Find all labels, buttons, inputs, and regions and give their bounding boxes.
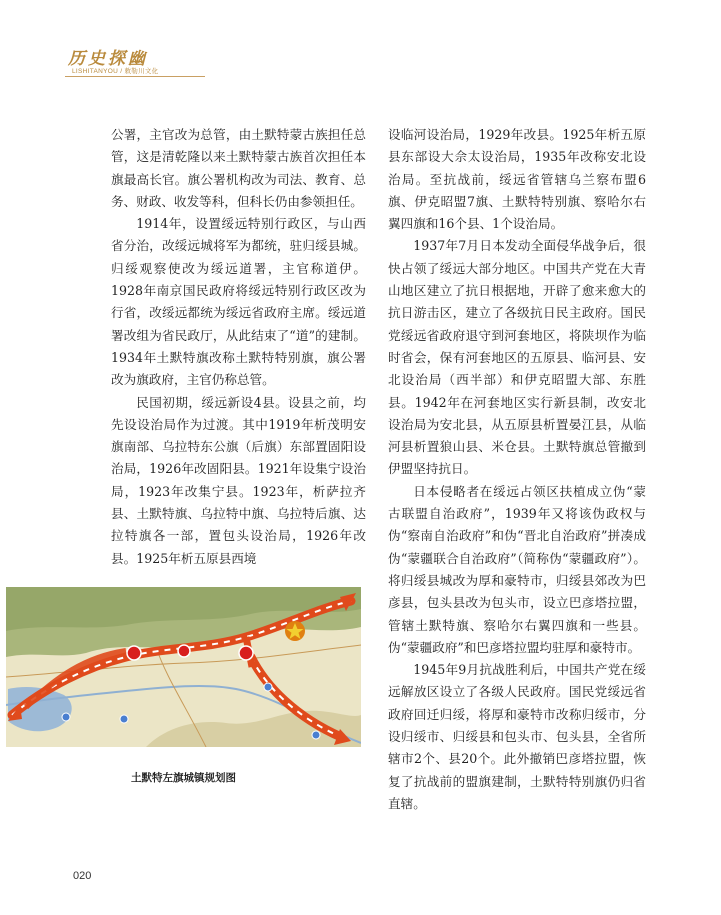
town-node: [312, 731, 320, 739]
town-planning-map: [6, 587, 361, 747]
town-node: [264, 683, 272, 691]
paragraph: 民国初期，绥远新设4县。设县之前，均先设设治局作为过渡。其中1919年析茂明安旗南部、乌拉特东公旗（后旗）东部置固阳设治局，1926年改固阳县。1921年设集宁设治局，1923年改集宁县。1923年，析萨拉齐县、土默特旗、乌拉特中旗、乌拉特后旗、达拉特旗各一部，置包头设治局，1926年改县。1925年析五原县西境: [111, 394, 366, 566]
page-number: 020: [73, 870, 92, 882]
paragraph: 设临河设治局，1929年改县。1925年析五原县东部设大佘太设治局，1935年改称安北设治局。至抗战前，绥远省管辖乌兰察布盟6旗、伊克昭盟7旗、土默特特别旗、察哈尔右翼四旗和16个县、1个设治局。: [388, 127, 646, 232]
town-node: [239, 646, 253, 660]
paragraph: 1914年，设置绥远特别行政区，与山西省分治，改绥远城将军为都统，驻归绥县城。归绥观察使改为绥远道署，主官称道伊。1928年南京国民政府将绥远特别行政区改为行省，改绥远都统为绥远省政府主席。绥远道署改组为省民政厅，从此结束了“道”的建制。1934年土默特旗改称土默特特别旗，旗公署改为旗政府，主官仍称总管。: [111, 216, 366, 388]
section-title: 历史探幽: [68, 49, 148, 69]
paragraph: 1945年9月抗战胜利后，中国共产党在绥远解放区设立了各级人民政府。国民党绥远省政府回迁归绥，将厚和豪特市改称归绥市，分设归绥市、归绥县和包头市、包头县，全省所辖市2个、县20个。此外撤销巴彦塔拉盟，恢复了抗战前的盟旗建制，土默特特别旗仍归省直辖。: [388, 662, 646, 811]
header-divider: [65, 76, 205, 77]
section-subtitle: LISHITANYOU / 敕勒川文化: [72, 68, 159, 75]
town-node: [62, 713, 70, 721]
paragraph: 日本侵略者在绥远占领区扶植成立伪“蒙古联盟自治政府”，1939年又将该伪政权与伪“察南自治政府”和伪“晋北自治政府”拼凑成伪“蒙疆联合自治政府”（简称伪“蒙疆政府”）。将归绥县城改为厚和豪特市，归绥县郊改为巴彦县，包头县改为包头市，设立巴彦塔拉盟，管辖土默特旗、察哈尔右翼四旗和一些县。伪“蒙疆政府”和巴彦塔拉盟均驻厚和豪特市。: [388, 483, 646, 655]
right-text-column: [388, 124, 646, 815]
paragraph: 公署，主官改为总管，由土默特蒙古族担任总管，这是清乾隆以来土默特蒙古族首次担任本旗最高长官。旗公署机构改为司法、教育、总务、财政、收发等科，但科长仍由参领担任。: [111, 127, 366, 209]
town-node: [127, 646, 141, 660]
map-illustration: [6, 587, 361, 747]
figure-caption: 土默特左旗城镇规划图: [131, 772, 236, 784]
left-text-column: [111, 124, 366, 570]
paragraph: 1937年7月日本发动全面侵华战争后，很快占领了绥远大部分地区。中国共产党在大青山地区建立了抗日根据地，开辟了愈来愈大的抗日游击区，建立了各级抗日民主政府。国民党绥远省政府退守到河套地区，将陕坝作为临时省会，保有河套地区的五原县、临河县、安北设治局（西半部）和伊克昭盟大部、东胜县。1942年在河套地区实行新县制，改安北设治局为安北县，从五原县析置晏江县，从临河县析置狼山县、米仓县。土默特旗总管撤到伊盟坚持抗日。: [388, 238, 646, 477]
town-node: [178, 645, 190, 657]
town-node: [120, 715, 128, 723]
